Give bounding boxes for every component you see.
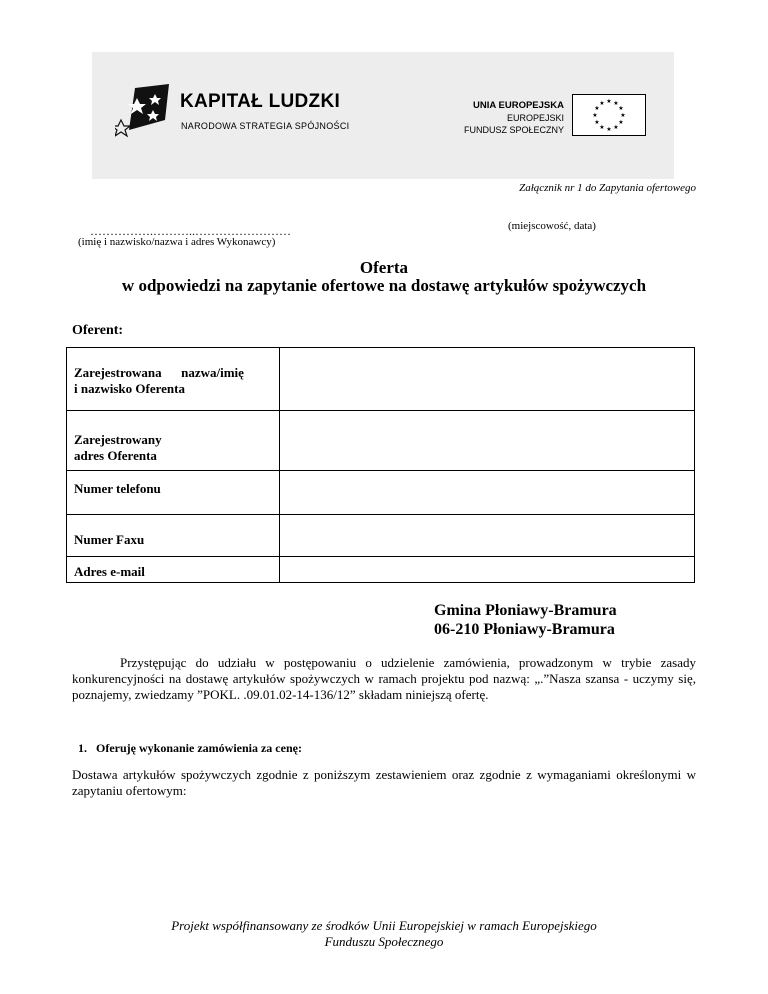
document-title: Oferta: [359, 258, 409, 277]
name-input-cell[interactable]: [280, 348, 694, 410]
svg-text:★: ★: [606, 98, 612, 105]
label-name-line2: i nazwisko Oferenta: [74, 381, 185, 396]
svg-text:★: ★: [599, 100, 605, 107]
svg-text:★: ★: [613, 124, 619, 131]
place-date-caption: (miejscowość, data): [508, 220, 596, 232]
email-input-cell[interactable]: [280, 557, 694, 582]
table-row-label: [74, 365, 274, 397]
kapital-ludzki-subtitle: NARODOWA STRATEGIA SPÓJNOŚCI: [181, 121, 350, 131]
svg-text:★: ★: [613, 100, 619, 107]
table-row-label: [74, 432, 162, 464]
recipient-name: Gmina Płoniawy-Bramura: [434, 602, 617, 619]
fax-input-cell[interactable]: [280, 515, 694, 556]
svg-text:★: ★: [594, 119, 600, 126]
svg-text:★: ★: [620, 112, 626, 119]
eu-line2: EUROPEJSKI: [506, 113, 564, 123]
footer-line2: Funduszu Społecznego: [324, 934, 444, 949]
kapital-ludzki-title: KAPITAŁ LUDZKI: [180, 91, 341, 112]
intro-paragraph: Przystępując do udziału w postępowaniu o udzielenie zamówienia, prowadzonym w trybie zasady konkurencyjności na dostawę artykułów spożywczych w ramach projektu pod nazwą: „.”Nasza szansa - uczymy się, poznajemy, zwiedzamy ”POKL. .09.01.02-14-136/12” składam niniejszą ofertę.: [72, 655, 696, 702]
footer: [0, 918, 768, 950]
attachment-note: Załącznik nr 1 do Zapytania ofertowego: [519, 182, 696, 194]
eu-line1: UNIA EUROPEJSKA: [473, 100, 564, 111]
label-address-line2: adres Oferenta: [74, 448, 157, 463]
section-1-heading: 1. Oferuję wykonanie zamówienia za cenę:: [78, 741, 302, 755]
label-phone: Numer telefonu: [74, 481, 161, 496]
eu-flag-icon: [572, 94, 646, 136]
eu-line3: FUNDUSZ SPOŁECZNY: [463, 125, 564, 135]
svg-text:★: ★: [599, 124, 605, 131]
oferent-label: Oferent:: [72, 323, 124, 338]
recipient-address: 06-210 Płoniawy-Bramura: [434, 621, 615, 638]
label-email: Adres e-mail: [74, 564, 145, 579]
label-address-line1: Zarejestrowany: [74, 432, 162, 447]
svg-text:★: ★: [592, 112, 598, 119]
oferent-table: [66, 347, 695, 583]
label-fax: Numer Faxu: [74, 532, 145, 547]
svg-text:★: ★: [606, 126, 612, 133]
eu-logo-text: [452, 100, 564, 136]
contractor-placeholder-dots: …………….………..……………………: [90, 224, 291, 238]
svg-text:★: ★: [618, 105, 624, 112]
address-input-cell[interactable]: [280, 411, 694, 470]
svg-text:★: ★: [618, 119, 624, 126]
footer-line1: Projekt współfinansowany ze środków Unii Europejskiej w ramach Europejskiego: [171, 918, 597, 933]
contractor-caption: (imię i nazwisko/nazwa i adres Wykonawcy): [78, 236, 276, 248]
label-name-line1: Zarejestrowana nazwa/imię: [74, 365, 244, 380]
document-subtitle: w odpowiedzi na zapytanie ofertowe na dostawę artykułów spożywczych: [121, 276, 647, 295]
phone-input-cell[interactable]: [280, 471, 694, 514]
svg-text:★: ★: [594, 105, 600, 112]
delivery-paragraph: Dostawa artykułów spożywczych zgodnie z poniższym zestawieniem oraz zgodnie z wymaganiami określonymi w zapytaniu ofertowym:: [72, 767, 696, 798]
kapital-ludzki-logo-icon: [115, 80, 175, 140]
